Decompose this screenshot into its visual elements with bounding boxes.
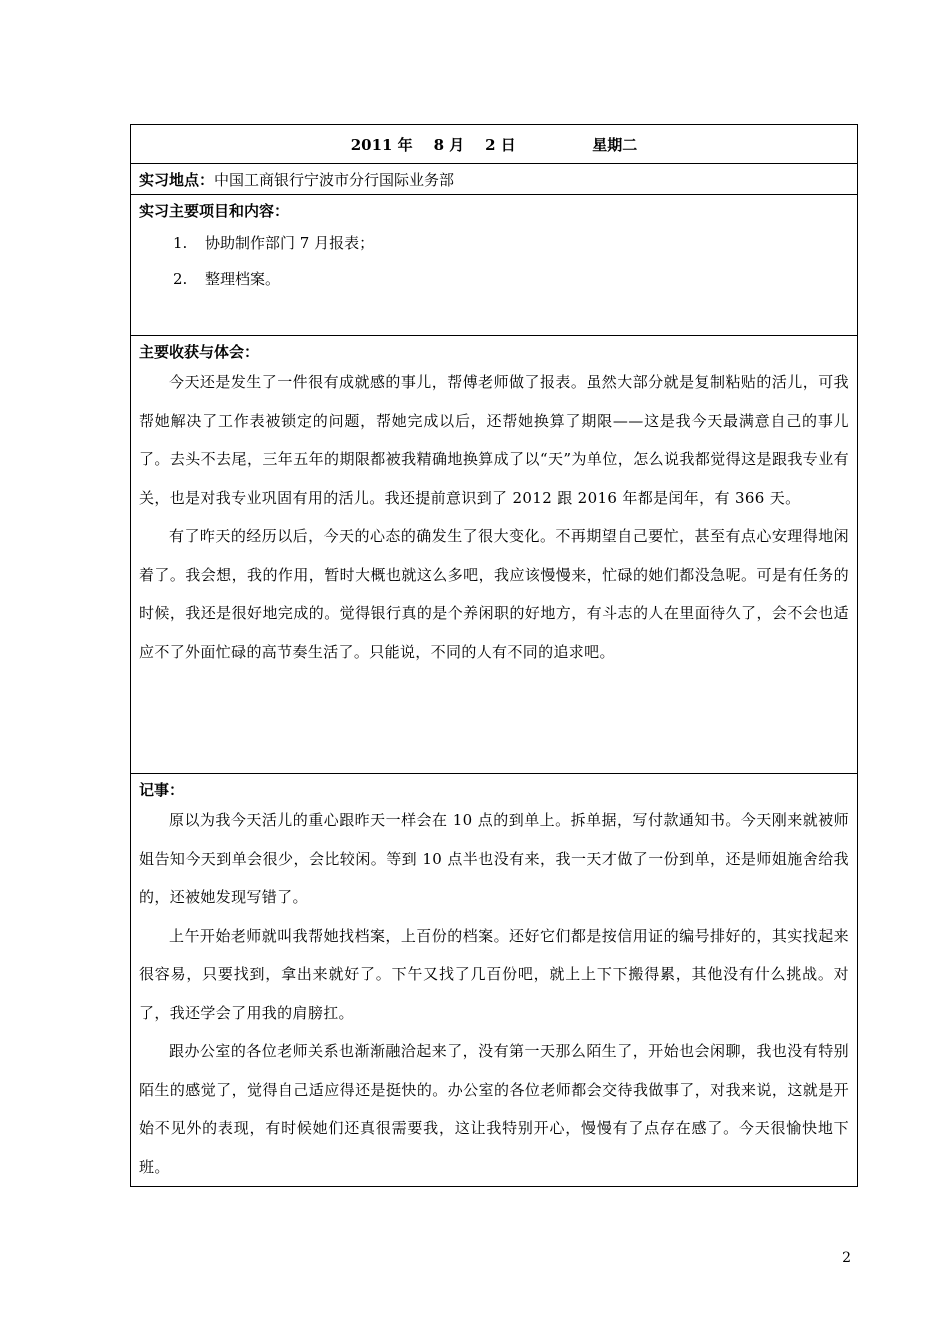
list-item-text: 协助制作部门 7 月报表； — [205, 234, 375, 252]
page-number: 2 — [842, 1250, 851, 1266]
date-cell — [131, 125, 858, 164]
date-year: 2011 年 — [350, 135, 413, 154]
list-item-number: 2. — [173, 270, 188, 288]
notes-row — [131, 774, 858, 1187]
location-label: 实习地点： — [139, 170, 215, 189]
notes-cell — [131, 774, 858, 1187]
gains-paragraph: 有了昨天的经历以后，今天的心态的确发生了很大变化。不再期望自己要忙，甚至有点心安理得地闲着了。我会想，我的作用，暂时大概也就这么多吧，我应该慢慢来，忙碌的她们都没急呢。可是有任务的时候，我还是很好地完成的。觉得银行真的是个养闲职的好地方，有斗志的人在里面待久了，会不会也适应不了外面忙碌的高节奏生活了。只能说，不同的人有不同的追求吧。 — [139, 527, 849, 661]
notes-paragraph: 跟办公室的各位老师关系也渐渐融洽起来了，没有第一天那么陌生了，开始也会闲聊，我也没有特别陌生的感觉了，觉得自己适应得还是挺快的。办公室的各位老师都会交待我做事了，对我来说，这就是开始不见外的表现，有时候她们还真很需要我，这让我特别开心，慢慢有了点存在感了。今天很愉快地下班。 — [139, 1042, 849, 1176]
list-item — [139, 225, 849, 261]
notes-paragraph: 原以为我今天活儿的重心跟昨天一样会在 10 点的到单上。拆单据，写付款通知书。今天刚来就被师姐告知今天到单会很少，会比较闲。等到 10 点半也没有来，我一天才做了一份到单，还是师姐施舍给我的，还被她发现写错了。 — [139, 811, 849, 906]
items-cell — [131, 195, 858, 336]
internship-log-table — [130, 124, 858, 1187]
location-value: 中国工商银行宁波市分行国际业务部 — [214, 170, 455, 189]
gains-paragraph: 今天还是发生了一件很有成就感的事儿，帮傅老师做了报表。虽然大部分就是复制粘贴的活儿，可我帮她解决了工作表被锁定的问题，帮她完成以后，还帮她换算了期限——这是我今天最满意自己的事儿了。去头不去尾，三年五年的期限都被我精确地换算成了以“天”为单位，怎么说我都觉得这是跟我专业有关，也是对我专业巩固有用的活儿。我还提前意识到了 2012 跟 2016 年都是闰年，有 366 天。 — [139, 373, 849, 507]
date-day: 2 日 — [485, 135, 516, 154]
gains-label: 主要收获与体会： — [139, 343, 260, 361]
location-row — [131, 164, 858, 195]
notes-label: 记事： — [139, 781, 185, 799]
date-month: 8 月 — [433, 135, 465, 154]
date-row — [131, 125, 858, 164]
list-item-text: 整理档案。 — [205, 270, 281, 288]
weekday: 星期二 — [592, 135, 638, 154]
location-cell — [131, 164, 858, 195]
date — [351, 136, 521, 154]
gains-row — [131, 336, 858, 774]
list-item-number: 1. — [173, 234, 188, 252]
list-item — [139, 261, 849, 297]
items-label: 实习主要项目和内容： — [139, 202, 290, 220]
notes-paragraph: 上午开始老师就叫我帮她找档案，上百份的档案。还好它们都是按信用证的编号排好的，其实找起来很容易，只要找到，拿出来就好了。下午又找了几百份吧，就上上下下搬得累，其他没有什么挑战。对了，我还学会了用我的肩膀扛。 — [139, 926, 849, 1022]
items-row — [131, 195, 858, 336]
gains-cell — [131, 336, 858, 774]
